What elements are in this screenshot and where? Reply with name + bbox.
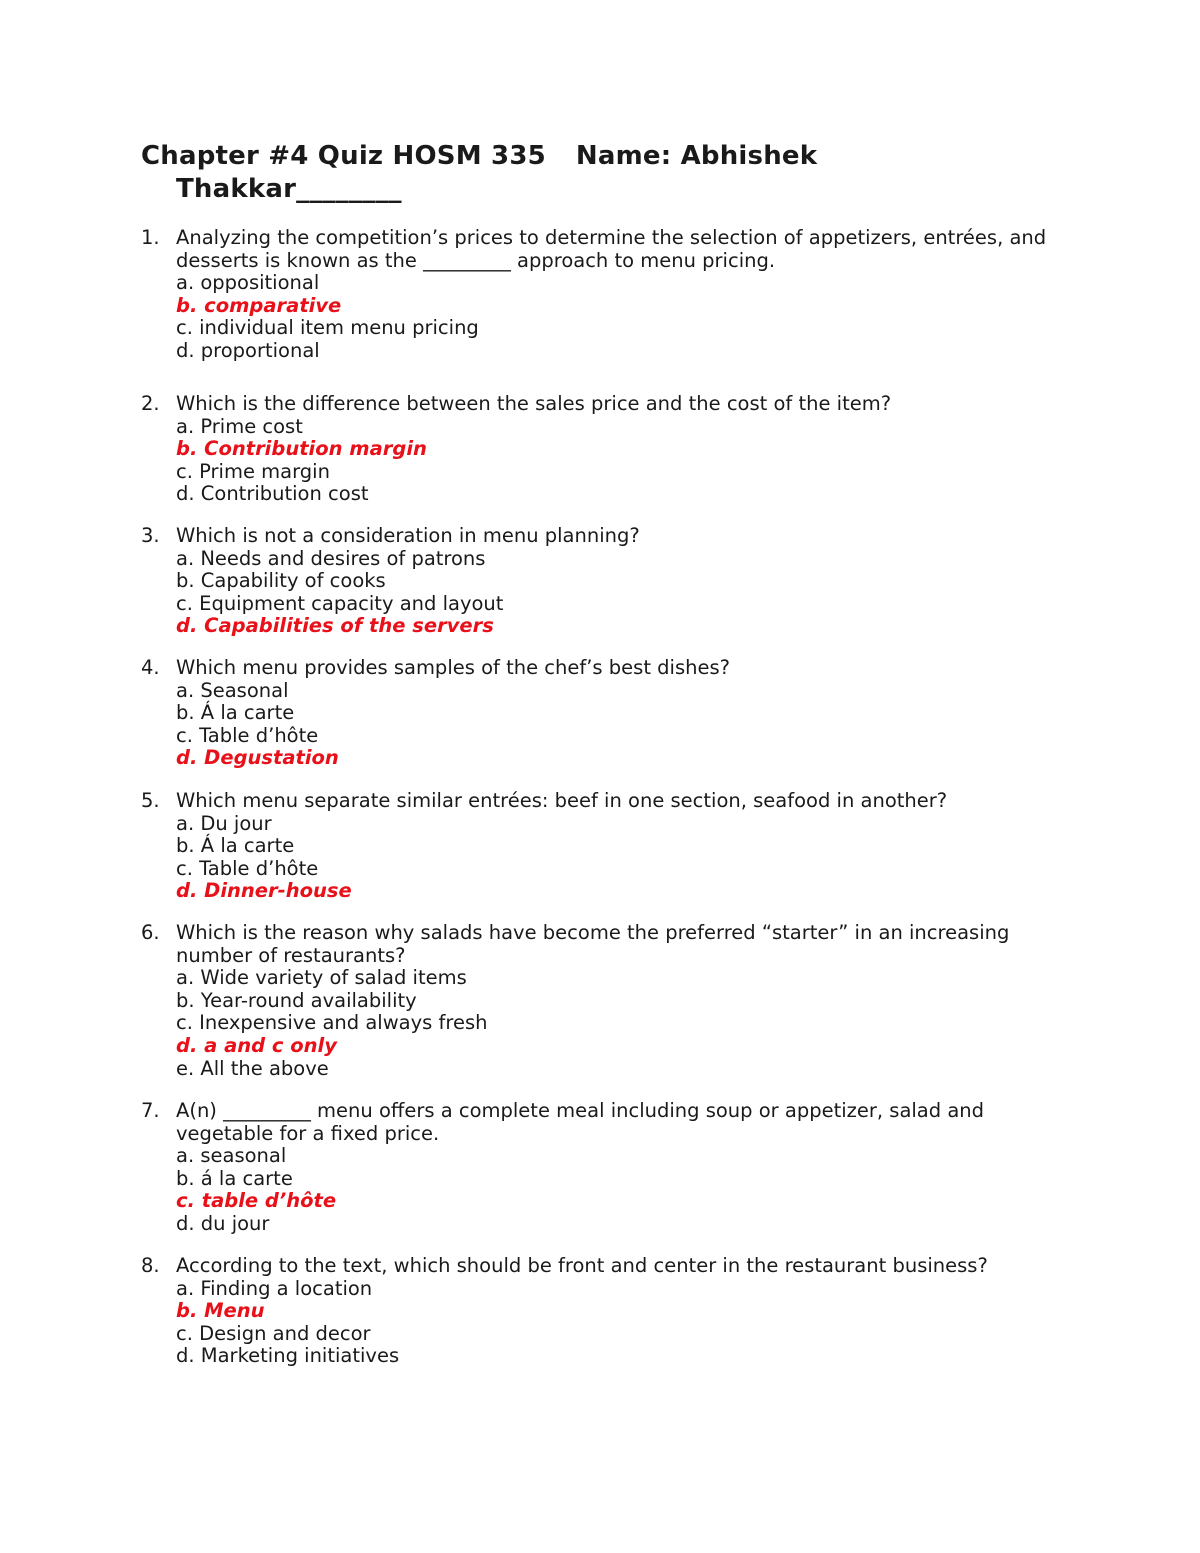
question-6 (141, 922, 1061, 1080)
name-label: Name: Abhishek (575, 141, 818, 171)
option-d: d. du jour (176, 1211, 270, 1235)
question-2 (141, 393, 1061, 506)
question-text: Which is not a consideration in menu planning? (176, 524, 640, 547)
option-a: a. Wide variety of salad items (176, 966, 467, 990)
option-a: a. Du jour (176, 811, 272, 835)
option-c: c. Table d’hôte (176, 723, 319, 747)
option-b: b. Capability of cooks (176, 569, 386, 593)
question-number: 4. (141, 656, 160, 679)
option-c: c. Design and decor (176, 1321, 371, 1345)
question-text: According to the text, which should be front and center in the restaurant business? (176, 1254, 988, 1277)
question-number: 5. (141, 789, 160, 812)
question-text: Which menu provides samples of the chef’s best dishes? (176, 656, 730, 679)
option-a: a. Needs and desires of patrons (176, 546, 486, 570)
option-d: d. Contribution cost (176, 482, 369, 506)
question-text: Which menu separate similar entrées: beef in one section, seafood in another? (176, 789, 948, 812)
option-b-correct: b. comparative (176, 293, 342, 317)
option-b: b. Á la carte (176, 834, 295, 858)
question-number: 2. (141, 392, 160, 415)
option-a: a. seasonal (176, 1144, 287, 1168)
question-text: Which is the difference between the sales price and the cost of the item? (176, 392, 892, 415)
question-5 (141, 790, 1061, 903)
option-d: d. proportional (176, 338, 320, 362)
option-a: a. Seasonal (176, 678, 289, 702)
title-text: Chapter #4 Quiz HOSM 335 (141, 141, 546, 171)
option-d-correct: d. Capabilities of the servers (176, 614, 494, 638)
option-c: c. Equipment capacity and layout (176, 591, 504, 615)
question-text: A(n) _________ menu offers a complete meal including soup or appetizer, salad and vegetable for a fixed price. (176, 1099, 985, 1145)
name-continuation: Thakkar________ (176, 174, 402, 204)
question-1 (141, 227, 1061, 363)
option-d-correct: d. Dinner-house (176, 879, 352, 903)
question-number: 6. (141, 921, 160, 944)
question-number: 7. (141, 1099, 160, 1122)
question-text: Which is the reason why salads have become the preferred “starter” in an increasing number of restaurants? (176, 921, 1010, 967)
question-4 (141, 657, 1061, 770)
question-number: 1. (141, 226, 160, 249)
option-d-correct: d. Degustation (176, 746, 339, 770)
question-text: Analyzing the competition’s prices to determine the selection of appetizers, entrées, and desserts is known as the _________ approach to menu pricing. (176, 226, 1047, 272)
option-c: c. Table d’hôte (176, 856, 319, 880)
option-a: a. Prime cost (176, 414, 303, 438)
option-b: b. á la carte (176, 1166, 293, 1190)
option-c: c. Inexpensive and always fresh (176, 1011, 488, 1035)
question-number: 8. (141, 1254, 160, 1277)
option-b-correct: b. Menu (176, 1299, 265, 1323)
option-a: a. oppositional (176, 271, 320, 295)
question-7 (141, 1100, 1061, 1236)
question-number: 3. (141, 524, 160, 547)
quiz-title (141, 140, 901, 206)
option-b-correct: b. Contribution margin (176, 437, 427, 461)
question-3 (141, 525, 1061, 638)
option-c-correct: c. table d’hôte (176, 1189, 337, 1213)
option-a: a. Finding a location (176, 1276, 373, 1300)
option-c: c. Prime margin (176, 459, 330, 483)
option-c: c. individual item menu pricing (176, 316, 479, 340)
option-d-correct: d. a and c only (176, 1033, 337, 1057)
option-d: d. Marketing initiatives (176, 1344, 400, 1368)
question-8 (141, 1255, 1061, 1368)
option-b: b. Á la carte (176, 701, 295, 725)
option-e: e. All the above (176, 1056, 329, 1080)
option-b: b. Year-round availability (176, 988, 417, 1012)
